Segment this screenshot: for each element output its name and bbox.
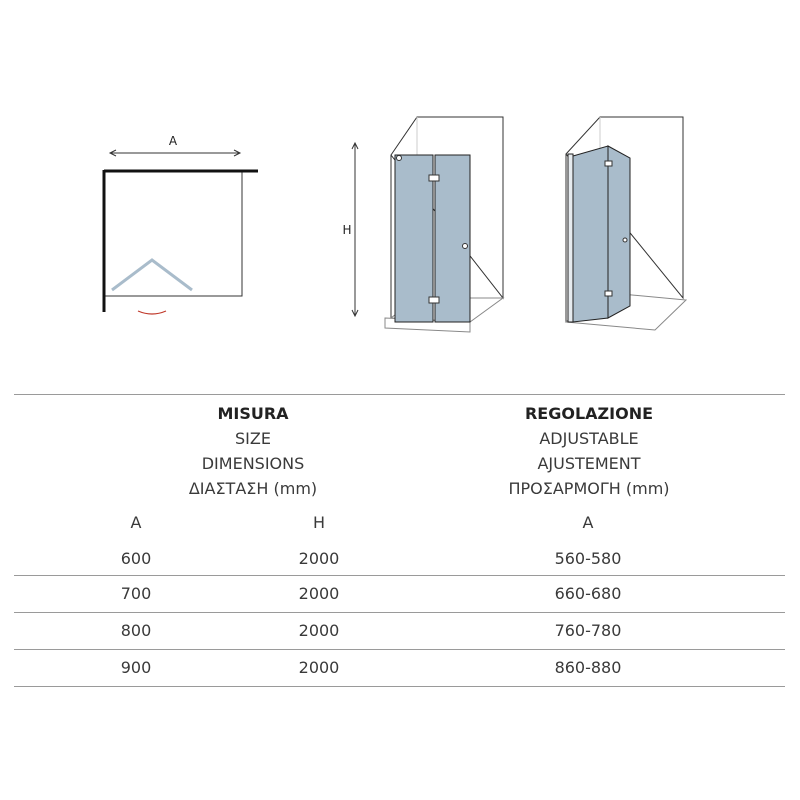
header-adjustable: ADJUSTABLE xyxy=(539,429,639,448)
elevation-folded xyxy=(566,117,686,330)
cell-h: 2000 xyxy=(298,621,340,640)
column-adjust: A xyxy=(582,513,594,532)
door-knob-icon xyxy=(463,244,468,249)
width-label: A xyxy=(168,134,178,148)
frame-post xyxy=(568,154,573,322)
hinge-bottom-icon xyxy=(429,297,439,303)
adjust-header xyxy=(374,401,800,501)
elevation-closed xyxy=(342,117,503,332)
header-ajustement: AJUSTEMENT xyxy=(537,454,641,473)
header-regolazione: REGOLAZIONE xyxy=(524,404,654,423)
swing-arrow-icon xyxy=(138,311,166,314)
top-pivot-icon xyxy=(397,156,402,161)
spec-table xyxy=(14,394,785,687)
table-header xyxy=(14,394,785,503)
header-misura: MISURA xyxy=(217,404,289,423)
width-dimension-arrow xyxy=(110,150,240,156)
cell-adjust: 860-880 xyxy=(554,658,622,677)
header-diastasi: ΔΙΑΣΤΑΣΗ (mm) xyxy=(188,479,318,498)
cell-adjust: 760-780 xyxy=(554,621,622,640)
fold-hinge-bottom-icon xyxy=(605,291,612,296)
header-size: SIZE xyxy=(235,429,271,448)
cell-a: 900 xyxy=(120,658,152,677)
folded-panel-inner xyxy=(573,146,608,322)
folding-door-plan xyxy=(112,260,192,290)
table-row xyxy=(14,541,785,576)
plan-view xyxy=(104,134,258,314)
cell-h: 2000 xyxy=(298,658,340,677)
cell-h: 2000 xyxy=(298,584,340,603)
height-label: H xyxy=(342,223,352,237)
cell-a: 700 xyxy=(120,584,152,603)
height-dimension-arrow xyxy=(352,143,358,316)
header-prosarmogi: ΠΡΟΣΑΡΜΟΓΗ (mm) xyxy=(508,479,670,498)
folded-knob-icon xyxy=(623,238,627,242)
glass-panel-left xyxy=(395,155,433,322)
table-row xyxy=(14,650,785,687)
table-row xyxy=(14,613,785,650)
cell-a: 600 xyxy=(120,549,152,568)
fold-hinge-top-icon xyxy=(605,161,612,166)
product-drawings xyxy=(0,0,800,360)
glass-panel-right xyxy=(435,155,470,322)
header-dimensions: DIMENSIONS xyxy=(201,454,305,473)
column-headers xyxy=(14,503,785,541)
cell-h: 2000 xyxy=(298,549,340,568)
cell-adjust: 560-580 xyxy=(554,549,622,568)
column-a: A xyxy=(130,513,142,532)
cell-a: 800 xyxy=(120,621,152,640)
column-h: H xyxy=(312,513,326,532)
cell-adjust: 660-680 xyxy=(554,584,622,603)
hinge-top-icon xyxy=(429,175,439,181)
table-row xyxy=(14,576,785,613)
